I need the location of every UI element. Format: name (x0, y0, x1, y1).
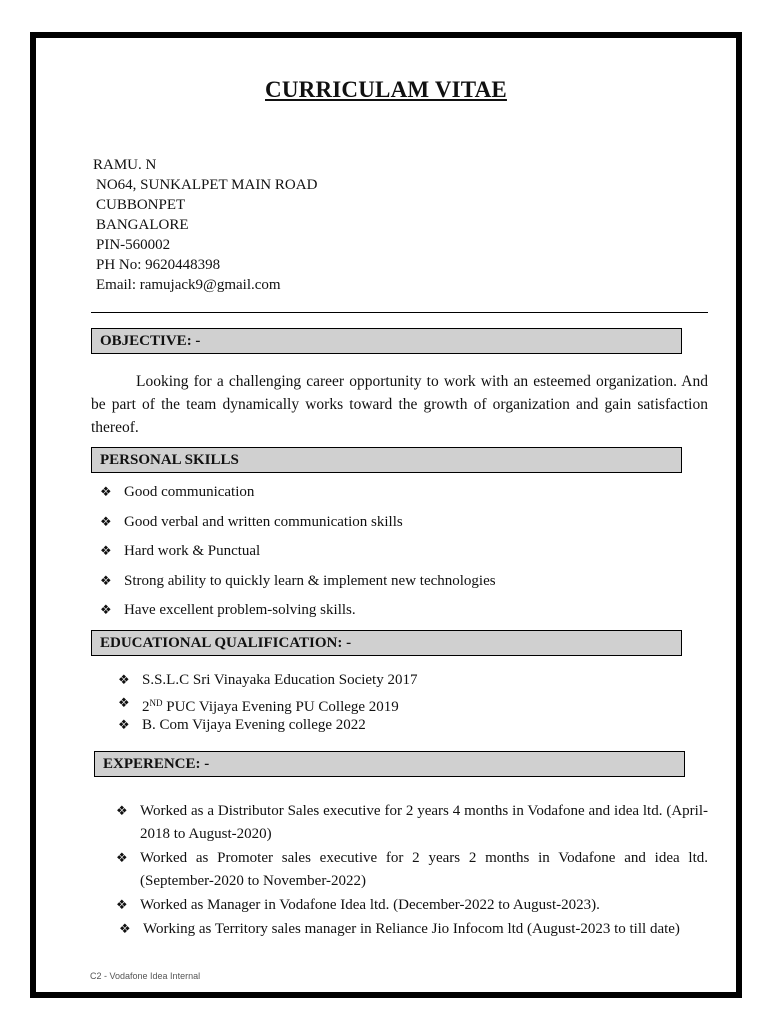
ordinal-superscript: ND (149, 697, 163, 708)
diamond-bullet-icon: ❖ (100, 602, 112, 617)
address-line: CUBBONPET (96, 197, 186, 213)
list-item: ❖ S.S.L.C Sri Vinayaka Education Society 2017 (118, 672, 418, 688)
diamond-bullet-icon: ❖ (100, 513, 112, 529)
divider-line (91, 312, 708, 313)
address-line: NO64, SUNKALPET MAIN ROAD (96, 177, 318, 193)
list-item: ❖ Hard work & Punctual (100, 543, 261, 559)
phone-line: PH No: 9620448398 (96, 257, 221, 273)
list-item: ❖ Worked as Promoter sales executive for 2 years 2 months in Vodafone and idea ltd. (September-2020 to November-2022) (116, 846, 708, 893)
diamond-bullet-icon: ❖ (100, 484, 112, 499)
contact-block (93, 155, 317, 295)
diamond-bullet-icon: ❖ (116, 897, 128, 912)
experience-list (116, 799, 708, 941)
list-item: ❖ Have excellent problem-solving skills. (100, 602, 356, 618)
experience-heading: EXPERENCE: - (94, 751, 685, 777)
diamond-bullet-icon: ❖ (118, 672, 130, 687)
list-item: ❖ Strong ability to quickly learn & implement new technologies (100, 572, 496, 589)
diamond-bullet-icon: ❖ (116, 803, 128, 818)
footer-classification: C2 - Vodafone Idea Internal (90, 971, 201, 981)
education-list (118, 670, 417, 738)
skills-list (100, 482, 496, 630)
list-item: ❖ Good verbal and written communication skills (100, 513, 403, 530)
name-line: RAMU. N (93, 157, 157, 173)
education-heading: EDUCATIONAL QUALIFICATION: - (91, 630, 682, 656)
diamond-bullet-icon: ❖ (100, 572, 112, 588)
document-title: CURRICULAM VITAE (265, 77, 507, 102)
objective-text: Looking for a challenging career opportunity to work with an esteemed organization. And be part of the team dynamically works toward the growth of organization and gain satisfaction thereof. (91, 373, 708, 436)
list-item: ❖ 2ND PUC Vijaya Evening PU College 2019 (118, 694, 399, 715)
list-item: ❖ Worked as Manager in Vodafone Idea ltd. (December-2022 to August-2023). (116, 893, 708, 917)
list-item: ❖ Worked as a Distributor Sales executive for 2 years 4 months in Vodafone and idea ltd. (April-2018 to August-2020) (116, 799, 708, 846)
diamond-bullet-icon: ❖ (116, 850, 128, 865)
list-item: ❖ B. Com Vijaya Evening college 2022 (118, 717, 366, 733)
page-border (30, 32, 742, 998)
address-line: BANGALORE (96, 217, 189, 233)
objective-heading: OBJECTIVE: - (91, 328, 682, 354)
list-item: ❖ Good communication (100, 484, 255, 500)
personal-skills-heading: PERSONAL SKILLS (91, 447, 682, 473)
diamond-bullet-icon: ❖ (118, 694, 130, 710)
pin-line: PIN-560002 (96, 237, 171, 253)
diamond-bullet-icon: ❖ (119, 921, 131, 936)
diamond-bullet-icon: ❖ (100, 543, 112, 558)
diamond-bullet-icon: ❖ (118, 717, 130, 732)
list-item: ❖ Working as Territory sales manager in Reliance Jio Infocom ltd (August-2023 to till date) (116, 917, 708, 941)
email-line: Email: ramujack9@gmail.com (96, 277, 281, 293)
